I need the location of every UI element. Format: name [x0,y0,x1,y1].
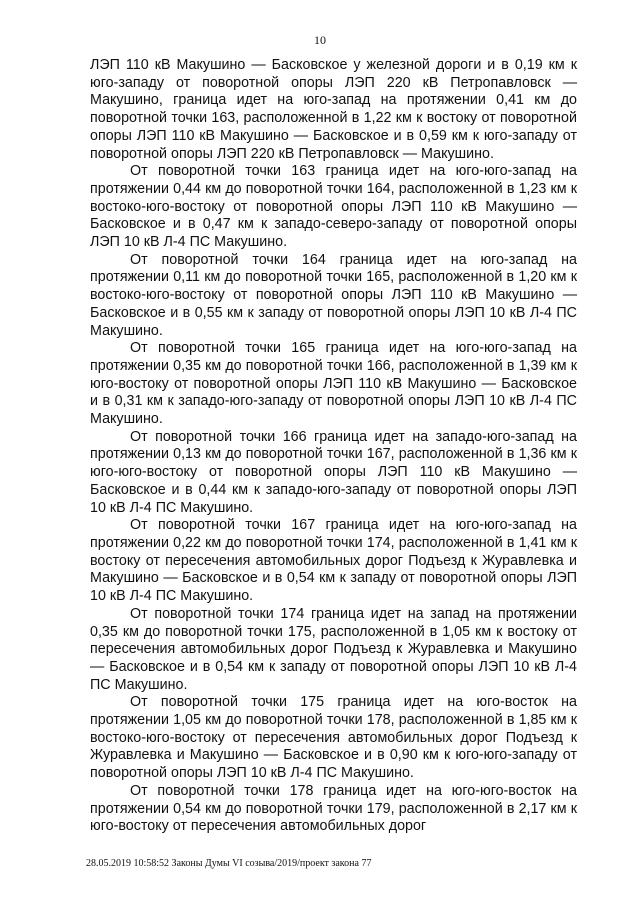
paragraph-6: От поворотной точки 167 граница идет на юго-юго-запад на протяжении 0,22 км до поворотной точки 174, расположенной в 1,41 км к востоку от пересечения автомобильных дорог Подъезд к Журавлевка и Макушино — Басковское и в 0,54 км к западу от поворотной опоры ЛЭП 10 кВ Л-4 ПС Макушино. [90,517,577,605]
paragraph-4: От поворотной точки 165 граница идет на юго-юго-запад на протяжении 0,35 км до поворотной точки 166, расположенной в 1,39 км к юго-востоку от поворотной опоры ЛЭП 110 кВ Макушино — Басковское и в 0,31 км к западо-юго-западу от поворотной опоры ЛЭП 10 кВ Л-4 ПС Макушино. [90,340,577,428]
document-body [90,57,577,836]
paragraph-9: От поворотной точки 178 граница идет на юго-юго-восток на протяжении 0,54 км до поворотной точки 179, расположенной в 2,17 км к юго-востоку от пересечения автомобильных дорог [90,782,577,835]
paragraph-3: От поворотной точки 164 граница идет на юго-запад на протяжении 0,11 км до поворотной точки 165, расположенной в 1,20 км к востоко-юго-востоку от поворотной опоры ЛЭП 110 кВ Макушино — Басковское и в 0,55 км к западу от поворотной опоры ЛЭП 10 кВ Л-4 ПС Макушино. [90,251,577,339]
paragraph-5: От поворотной точки 166 граница идет на западо-юго-запад на протяжении 0,13 км до поворотной точки 167, расположенной в 1,36 км к юго-юго-востоку от поворотной опоры ЛЭП 110 кВ Макушино — Басковское и в 0,44 км к западо-юго-западу от поворотной опоры ЛЭП 10 кВ Л-4 ПС Макушино. [90,428,577,516]
paragraph-2: От поворотной точки 163 граница идет на юго-юго-запад на протяжении 0,44 км до поворотной точки 164, расположенной в 1,23 км к востоко-юго-востоку от поворотной опоры ЛЭП 110 кВ Макушино — Басковское и в 0,47 км к западо-северо-западу от поворотной опоры ЛЭП 10 кВ Л-4 ПС Макушино. [90,163,577,251]
paragraph-1: ЛЭП 110 кВ Макушино — Басковское у железной дороги и в 0,19 км к юго-западу от поворотной опоры ЛЭП 220 кВ Петропавловск — Макушино, граница идет на юго-запад на протяжении 0,41 км до поворотной точки 163, расположенной в 1,22 км к востоку от поворотной опоры ЛЭП 110 кВ Макушино — Басковское и в 0,59 км к юго-западу от поворотной опоры ЛЭП 220 кВ Петропавловск — Макушино. [90,57,577,162]
paragraph-7: От поворотной точки 174 граница идет на запад на протяжении 0,35 км до поворотной точки 175, расположенной в 1,05 км к востоку от пересечения автомобильных дорог Подъезд к Журавлевка и Макушино — Басковское и в 0,54 км к западу от поворотной опоры ЛЭП 10 кВ Л-4 ПС Макушино. [90,605,577,693]
document-footer: 28.05.2019 10:58:52 Законы Думы VI созыва/2019/проект закона 77 [86,858,372,869]
page-number: 10 [314,33,326,47]
paragraph-8: От поворотной точки 175 граница идет на юго-восток на протяжении 1,05 км до поворотной точки 178, расположенной в 1,85 км к востоко-юго-востоку от пересечения автомобильных дорог Подъезд к Журавлевка и Макушино — Басковское и в 0,90 км к юго-юго-западу от поворотной опоры ЛЭП 10 кВ Л-4 ПС Макушино. [90,694,577,782]
